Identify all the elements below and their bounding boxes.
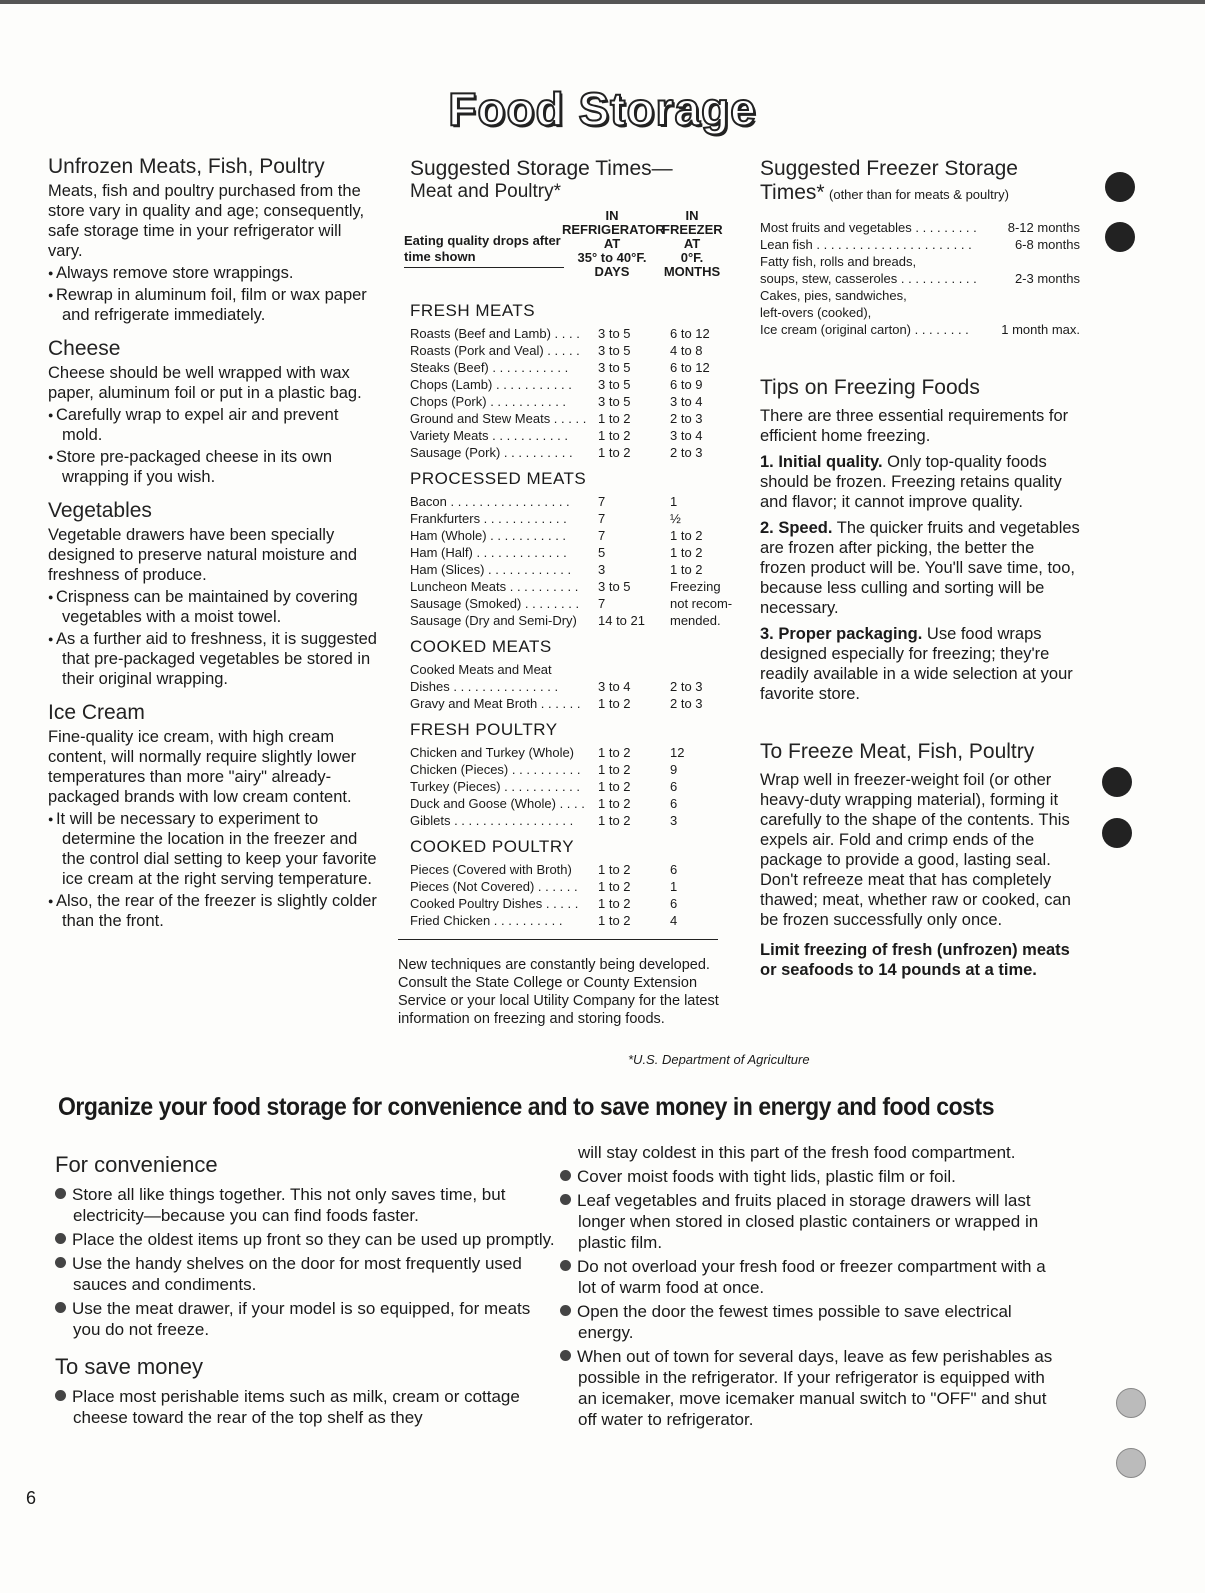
table-cell-item: Gravy and Meat Broth . . . . . . (410, 696, 581, 711)
table-cell-item: Giblets . . . . . . . . . . . . . . . . . (410, 813, 574, 828)
table-cell-item: Sausage (Dry and Semi-Dry) (410, 613, 577, 628)
vegetables-text: Vegetable drawers have been specially designed to preserve natural moisture and freshness of produce. (48, 526, 358, 584)
tip-3-lead: 3. Proper packaging. (760, 625, 923, 643)
table-cell-months: 4 (670, 913, 678, 928)
table-cell-months: 6 to 12 (670, 360, 710, 375)
money-text: Cover moist foods with tight lids, plastic film or foil. (577, 1167, 956, 1186)
frz-h4: 0°F. (680, 250, 704, 265)
table-cell-months: 6 to 9 (670, 377, 703, 392)
freeze-meat-heading: To Freeze Meat, Fish, Poultry (760, 740, 1035, 763)
tip-3 (760, 624, 1080, 704)
icecream-bullet-1: ● It will be necessary to experiment to determine the location in the freezer and the control dial setting to keep your favorite ice cream at the right serving temperature. (48, 809, 378, 889)
storage-times-heading-2: Meat and Poultry* (410, 181, 562, 202)
table-cell-days: 1 to 2 (598, 779, 631, 794)
table-cell-item: Cooked Poultry Dishes . . . . . (410, 896, 579, 911)
freezer-times-note: (other than for meats & poultry) (829, 187, 1009, 202)
table-row (410, 544, 740, 561)
table-row (410, 761, 740, 778)
table-row (410, 342, 740, 359)
table-row (410, 325, 740, 342)
tip-2 (760, 518, 1080, 618)
table-cell-days: 1 to 2 (598, 445, 631, 460)
table-cell-item: Luncheon Meats . . . . . . . . . . (410, 579, 579, 594)
table-cell-item: Ham (Slices) . . . . . . . . . . . . (410, 562, 572, 577)
table-section-heading: COOKED POULTRY (410, 837, 575, 856)
cheese-bullet-1: ● Carefully wrap to expel air and prevent mold. (48, 405, 378, 445)
table-row (410, 812, 740, 829)
ref-h3: AT (603, 236, 621, 251)
ref-h5: DAYS (594, 264, 630, 279)
table-cell-item: Pieces (Covered with Broth) (410, 862, 572, 877)
money-item-first (55, 1386, 555, 1428)
frz-h5: MONTHS (663, 264, 721, 279)
table-row (410, 695, 740, 712)
column-left (48, 157, 378, 933)
table-row (410, 376, 740, 393)
money-item (560, 1256, 1060, 1298)
bullet-icon (55, 1188, 66, 1199)
freezer-item: Cakes, pies, sandwiches, (760, 288, 907, 303)
refrigerator-column-header (562, 208, 665, 279)
table-cell-item: Cooked Meats and Meat (410, 662, 552, 677)
table-row (410, 878, 740, 895)
table-cell-months: 2 to 3 (670, 411, 703, 426)
table-cell-months: 6 (670, 862, 678, 877)
money-item (560, 1190, 1060, 1253)
freezer-time: 6-8 months (1014, 237, 1080, 252)
table-cell-months: 2 to 3 (670, 679, 703, 694)
table-cell-days: 3 to 5 (598, 394, 631, 409)
money-list (560, 1166, 1060, 1430)
freezer-row (760, 219, 1080, 236)
bullet-icon (55, 1302, 66, 1313)
table-cell-months: 1 to 2 (670, 545, 703, 560)
table-cell-item: Bacon . . . . . . . . . . . . . . . . . (410, 494, 570, 509)
table-row (410, 595, 740, 612)
table-row (410, 578, 740, 595)
bottom-left-column (55, 1140, 555, 1431)
table-cell-item: Ham (Whole) . . . . . . . . . . . (410, 528, 567, 543)
table-cell-item: Ham (Half) . . . . . . . . . . . . . (410, 545, 567, 560)
binder-hole (1116, 1388, 1146, 1418)
table-cell-months: 4 to 8 (670, 343, 703, 358)
table-row (410, 410, 740, 427)
table-row (410, 612, 740, 629)
table-row (410, 861, 740, 878)
table-cell-days: 7 (598, 511, 606, 526)
freezer-time: 8-12 months (1007, 220, 1080, 235)
table-cell-days: 3 (598, 562, 606, 577)
table-cell-item: Pieces (Not Covered) . . . . . . (410, 879, 578, 894)
icecream-heading: Ice Cream (48, 701, 145, 724)
convenience-item (55, 1253, 555, 1295)
cheese-bullet-2: ● Store pre-packaged cheese in its own wrapping if you wish. (48, 447, 378, 487)
table-cell-item: Dishes . . . . . . . . . . . . . . . (410, 679, 559, 694)
table-cell-months: 2 to 3 (670, 445, 703, 460)
table-section-heading: FRESH POULTRY (410, 720, 558, 739)
icecream-text: Fine-quality ice cream, with high cream content, will normally require slightly lower temperatures than more "airy" already-packaged brands with low cream content. (48, 728, 357, 806)
table-header (404, 203, 740, 293)
freezer-row (760, 287, 1080, 304)
convenience-text: Use the handy shelves on the door for most frequently used sauces and condiments. (72, 1254, 522, 1294)
vegetables-heading: Vegetables (48, 499, 152, 522)
freeze-meat-limit: Limit freezing of fresh (unfrozen) meats or seafoods to 14 pounds at a time. (760, 941, 1070, 979)
column-right (760, 157, 1080, 980)
table-cell-days: 14 to 21 (598, 613, 645, 628)
table-row (410, 393, 740, 410)
bullet-icon (560, 1260, 571, 1271)
table-cell-months: 1 (670, 494, 678, 509)
tip-2-lead: 2. Speed. (760, 519, 833, 537)
bullet-icon (560, 1350, 571, 1361)
convenience-text: Place the oldest items up front so they can be used up promptly. (72, 1230, 555, 1249)
convenience-text: Store all like things together. This not only saves time, but electricity—because you can find foods faster. (72, 1185, 506, 1225)
page-number: 6 (26, 1488, 37, 1508)
bullet-icon (55, 1257, 66, 1268)
table-cell-days: 3 to 5 (598, 360, 631, 375)
table-cell-months (670, 661, 740, 678)
table-cell-months: 1 (670, 879, 678, 894)
table-cell-months: 3 to 4 (670, 428, 703, 443)
table-cell-months: 6 (670, 896, 678, 911)
table-cell-item: Chops (Lamb) . . . . . . . . . . . (410, 377, 572, 392)
bullet-icon (55, 1233, 66, 1244)
freezer-item: soups, stew, casseroles . . . . . . . . . . . (760, 271, 977, 286)
table-row (410, 493, 740, 510)
freezer-times-heading-2: Times* (760, 181, 825, 204)
storage-footer: New techniques are constantly being developed. Consult the State College or County Extension Service or your local Utility Company for the latest information on freezing and storing foods. (398, 957, 719, 1027)
table-cell-days: 7 (598, 596, 606, 611)
table-cell-days: 5 (598, 545, 606, 560)
convenience-item (55, 1298, 555, 1340)
freezer-times-list (760, 219, 1080, 338)
freezer-time: 2-3 months (1014, 271, 1080, 286)
storage-times-column (398, 157, 740, 1028)
freezer-item: Lean fish . . . . . . . . . . . . . . . . . . . . . . (760, 237, 972, 252)
unfrozen-bullet-1: ● Always remove store wrappings. (48, 263, 378, 283)
table-row (410, 661, 740, 678)
table-cell-months: 9 (670, 762, 678, 777)
table-cell-item: Duck and Goose (Whole) . . . . (410, 796, 585, 811)
table-row (410, 912, 740, 929)
table-section-heading: PROCESSED MEATS (410, 469, 587, 488)
table-cell-days: 1 to 2 (598, 428, 631, 443)
tip-1 (760, 452, 1080, 512)
table-cell-days: 1 to 2 (598, 745, 631, 760)
money-text: When out of town for several days, leave as few perishables as possible in the refrigerator. If your refrigerator is equipped with an icemaker, move icemaker manual switch to "OFF" and shut off water to refrigerator. (577, 1347, 1053, 1429)
money-item (560, 1346, 1060, 1430)
table-row (410, 427, 740, 444)
unfrozen-bullet-2: ● Rewrap in aluminum foil, film or wax paper and refrigerate immediately. (48, 285, 378, 325)
table-cell-item: Roasts (Pork and Veal) . . . . . (410, 343, 580, 358)
freezer-row (760, 321, 1080, 338)
table-cell-item: Steaks (Beef) . . . . . . . . . . . (410, 360, 569, 375)
money-text: Open the door the fewest times possible to save electrical energy. (577, 1302, 1012, 1342)
money-text: Do not overload your fresh food or freezer compartment with a lot of warm food at once. (577, 1257, 1046, 1297)
binder-hole (1102, 818, 1132, 848)
table-row (410, 744, 740, 761)
freezer-row (760, 270, 1080, 287)
binder-hole (1105, 222, 1135, 252)
table-row (410, 527, 740, 544)
money-item (560, 1166, 1060, 1187)
money-first-text: Place most perishable items such as milk, cream or cottage cheese toward the rear of the top shelf as they (72, 1387, 520, 1427)
table-section-heading: FRESH MEATS (410, 301, 536, 320)
table-cell-days: 1 to 2 (598, 762, 631, 777)
bullet-icon (560, 1194, 571, 1205)
table-cell-months: 1 to 2 (670, 562, 703, 577)
ref-h1: IN (605, 208, 619, 223)
freeze-meat-text: Wrap well in freezer-weight foil (or other heavy-duty wrapping material), forming it carefully to the shape of the contents. This expels air. Fold and crimp ends of the package to provide a good, lasting seal. Don't refreeze meat that has completely thawed; meat, whether raw or cooked, can be frozen successfully only once. (760, 771, 1071, 929)
convenience-text: Use the meat drawer, if your model is so equipped, for meats you do not freeze. (72, 1299, 531, 1339)
binder-hole (1102, 767, 1132, 797)
table-cell-item: Fried Chicken . . . . . . . . . . (410, 913, 563, 928)
binder-hole (1116, 1448, 1146, 1478)
table-cell-months: not recom- (670, 596, 733, 611)
freezer-time: 1 month max. (1001, 322, 1080, 337)
bullet-icon (560, 1170, 571, 1181)
table-cell-months: 6 (670, 796, 678, 811)
table-cell-days: 3 to 5 (598, 326, 631, 341)
table-note: Eating quality drops after time shown (404, 233, 564, 268)
table-section-heading: COOKED MEATS (410, 637, 552, 656)
table-cell-days: 7 (598, 494, 606, 509)
table-cell-days: 3 to 5 (598, 377, 631, 392)
freezer-item: left-overs (cooked), (760, 305, 872, 320)
table-cell-days: 1 to 2 (598, 813, 631, 828)
table-cell-item: Chicken (Pieces) . . . . . . . . . . (410, 762, 581, 777)
frz-h1: IN (685, 208, 699, 223)
table-cell-item: Turkey (Pieces) . . . . . . . . . . . (410, 779, 580, 794)
vegetables-bullet-1: ● Crispness can be maintained by covering vegetables with a moist towel. (48, 587, 378, 627)
money-continued: will stay coldest in this part of the fresh food compartment. (578, 1143, 1016, 1162)
table-cell-days: 1 to 2 (598, 696, 631, 711)
freezer-times-heading-1: Suggested Freezer Storage (760, 157, 1018, 180)
table-row (410, 895, 740, 912)
table-row (410, 561, 740, 578)
binder-hole (1105, 172, 1135, 202)
tip-1-text: Only top-quality foods should be frozen. Freezing retains quality and flavor; it cannot improve quality. (760, 453, 1062, 511)
tips-heading: Tips on Freezing Foods (760, 376, 980, 399)
table-cell-months: 3 (670, 813, 678, 828)
page-title: Food Storage (448, 83, 757, 135)
freezer-item: Fatty fish, rolls and breads, (760, 254, 917, 269)
table-cell-item: Chicken and Turkey (Whole) (410, 745, 575, 760)
tip-1-lead: 1. Initial quality. (760, 453, 883, 471)
storage-table (410, 301, 740, 929)
freezer-item: Most fruits and vegetables . . . . . . . . . (760, 220, 977, 235)
table-row (410, 678, 740, 695)
table-cell-days: 3 to 4 (598, 679, 631, 694)
freezer-row (760, 236, 1080, 253)
organize-banner: Organize your food storage for convenience and to save money in energy and food costs (58, 1093, 995, 1121)
table-cell-months: 2 to 3 (670, 696, 703, 711)
table-cell-item: Sausage (Pork) . . . . . . . . . . (410, 445, 573, 460)
table-row (410, 359, 740, 376)
unfrozen-heading: Unfrozen Meats, Fish, Poultry (48, 155, 325, 178)
table-cell-days: 1 to 2 (598, 862, 631, 877)
freezer-column-header (662, 209, 722, 279)
vegetables-bullet-2: ● As a further aid to freshness, it is suggested that pre-packaged vegetables be stored in their original wrapping. (48, 629, 378, 689)
table-cell-item: Frankfurters . . . . . . . . . . . . (410, 511, 567, 526)
tips-intro: There are three essential requirements for efficient home freezing. (760, 407, 1069, 445)
money-heading: To save money (55, 1354, 203, 1379)
tips-body (760, 406, 1080, 704)
convenience-list (55, 1184, 555, 1340)
freezer-row (760, 304, 1080, 321)
ref-h4: 35° to 40°F. (577, 250, 647, 265)
unfrozen-text: Meats, fish and poultry purchased from the store vary in quality and age; consequently, safe storage time in your refrigerator will vary. (48, 182, 365, 260)
table-cell-item: Variety Meats . . . . . . . . . . . (410, 428, 568, 443)
convenience-item (55, 1184, 555, 1226)
table-row (410, 444, 740, 461)
table-cell-item: Ground and Stew Meats . . . . . (410, 411, 587, 426)
bottom-right-column (560, 1140, 1060, 1433)
table-cell-months: Freezing (670, 579, 721, 594)
table-row (410, 795, 740, 812)
storage-times-heading-1: Suggested Storage Times— (410, 157, 673, 180)
frz-h2: FREEZER (662, 222, 723, 237)
money-item (560, 1301, 1060, 1343)
ref-h2: REFRIGERATOR (562, 222, 665, 237)
frz-h3: AT (683, 236, 701, 251)
table-cell-item: Sausage (Smoked) . . . . . . . . (410, 596, 580, 611)
usda-source: *U.S. Department of Agriculture (628, 1052, 810, 1067)
table-cell-months: 12 (670, 745, 685, 760)
convenience-heading: For convenience (55, 1152, 218, 1177)
cheese-text: Cheese should be well wrapped with wax paper, aluminum foil or put in a plastic bag. (48, 364, 362, 402)
table-cell-days: 3 to 5 (598, 579, 631, 594)
table-cell-days: 1 to 2 (598, 411, 631, 426)
table-cell-days: 1 to 2 (598, 879, 631, 894)
bullet-icon (55, 1390, 66, 1401)
bullet-icon (560, 1305, 571, 1316)
freezer-row (760, 253, 1080, 270)
icecream-bullet-2: ● Also, the rear of the freezer is slightly colder than the front. (48, 891, 378, 931)
tip-2-text: The quicker fruits and vegetables are frozen after picking, the better the frozen product will be. You'll save time, too, because less culling and sorting will be necessary. (760, 519, 1080, 617)
table-cell-days: 1 to 2 (598, 896, 631, 911)
table-cell-days: 3 to 5 (598, 343, 631, 358)
money-text: Leaf vegetables and fruits placed in storage drawers will last longer when stored in closed plastic containers or wrapped in plastic film. (577, 1191, 1039, 1252)
table-row (410, 778, 740, 795)
tip-3-text: Use food wraps designed especially for freezing; they're readily available in a wide selection at your favorite store. (760, 625, 1073, 703)
table-cell-months: 3 to 4 (670, 394, 703, 409)
table-cell-months: mended. (670, 613, 721, 628)
scan-top-edge (0, 0, 1205, 4)
convenience-item (55, 1229, 555, 1250)
table-cell-months: ½ (670, 511, 681, 526)
freezer-item: Ice cream (original carton) . . . . . . . . (760, 322, 969, 337)
table-cell-months: 6 (670, 779, 678, 794)
table-row (410, 510, 740, 527)
table-cell-days: 1 to 2 (598, 796, 631, 811)
table-cell-months: 6 to 12 (670, 326, 710, 341)
table-cell-item: Chops (Pork) . . . . . . . . . . . (410, 394, 567, 409)
table-cell-days: 1 to 2 (598, 913, 631, 928)
table-cell-months: 1 to 2 (670, 528, 703, 543)
table-cell-days: 7 (598, 528, 606, 543)
table-cell-item: Roasts (Beef and Lamb) . . . . (410, 326, 580, 341)
table-cell-days (598, 661, 670, 678)
table-divider (398, 939, 718, 940)
cheese-heading: Cheese (48, 337, 121, 360)
